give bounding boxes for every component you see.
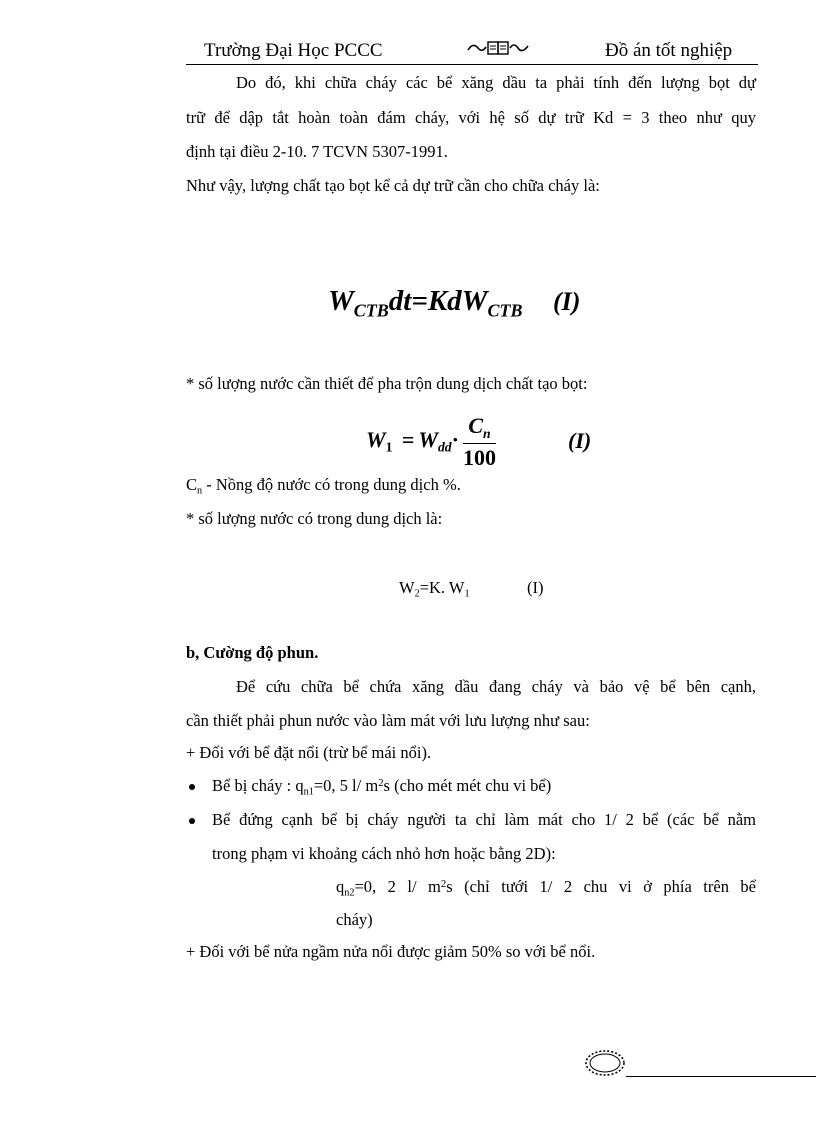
- q2-line-2: cháy): [336, 910, 373, 929]
- paragraph-1-line-2: trữ để dập tắt hoàn toàn đám cháy, với hệ số dự trữ Kd = 3 theo như quy: [186, 108, 756, 127]
- eq1-w: W: [328, 285, 354, 317]
- b1-text-b: =0, 5 l/ m: [313, 776, 379, 795]
- eq1-rhs: KdW: [427, 285, 488, 317]
- header-divider: [186, 64, 758, 65]
- b1-sub: n1: [303, 786, 314, 798]
- paragraph-3: * số lượng nước cần thiết để pha trộn dung dịch chất tạo bọt:: [186, 374, 588, 393]
- equation-3-label: (I): [527, 578, 544, 597]
- eq2-cn-sub: n: [483, 425, 491, 441]
- b1-sup: 2: [378, 777, 384, 790]
- eq2-equals: =: [401, 426, 415, 452]
- eq2-denominator: 100: [462, 444, 496, 470]
- eq3-w1-sub: 1: [464, 588, 470, 600]
- q2-line-1: [336, 877, 756, 899]
- eq2-fraction: [463, 413, 496, 471]
- equation-2-label: (I): [568, 428, 592, 453]
- b1-text-c: s (cho mét mét chu vi bể): [383, 776, 552, 795]
- equation-3: [399, 578, 470, 600]
- eq2-w1-sub: 1: [385, 439, 393, 455]
- eq1-dt: dt: [388, 285, 412, 317]
- eq2-wdd: W: [418, 426, 438, 452]
- header-school-name: Trường Đại Học PCCC: [204, 40, 383, 61]
- paragraph-8: + Đối với bể nửa ngầm nửa nổi được giảm 50% so với bể nổi.: [186, 942, 596, 961]
- cn-description: - Nồng độ nước có trong dung dịch %.: [202, 475, 461, 494]
- equation-1: [328, 285, 522, 321]
- q2-sup: 2: [440, 878, 447, 891]
- eq3-w2: W: [399, 578, 415, 597]
- q2-sub: n2: [344, 887, 355, 899]
- footer-divider: [626, 1076, 816, 1077]
- book-ornament-icon: [466, 38, 532, 63]
- paragraph-7: + Đối với bể đặt nổi (trừ bể mái nổi).: [186, 743, 432, 762]
- paragraph-2: Như vậy, lượng chất tạo bọt kể cả dự trữ cần cho chữa cháy là:: [186, 176, 600, 195]
- equation-1-label: (I): [553, 287, 581, 316]
- q2-text-b: =0, 2 l/ m: [354, 877, 441, 896]
- q2-text-a: q: [336, 877, 345, 896]
- eq2-wdd-sub: dd: [437, 439, 452, 455]
- bullet-item-2-line-2: trong phạm vi khoảng cách nhỏ hơn hoặc bằng 2D):: [212, 844, 556, 863]
- eq1-sub-ctb: CTB: [353, 300, 389, 321]
- bullet-item-2-line-1: Bể đứng cạnh bể bị cháy người ta chỉ làm mát cho 1/ 2 bể (các bể nằm: [212, 810, 756, 829]
- cn-subscript: n: [197, 485, 203, 497]
- b1-text-a: Bể bị cháy : q: [212, 776, 304, 795]
- equation-2: [366, 413, 496, 471]
- eq2-numerator: [463, 413, 496, 444]
- eq1-rhs-sub: CTB: [487, 300, 523, 321]
- header-doc-type: Đồ án tốt nghiệp: [605, 40, 733, 61]
- eq2-cn: C: [468, 413, 483, 438]
- eq3-w2-sub: 2: [414, 588, 420, 600]
- bullet-dot: [189, 784, 195, 790]
- paragraph-1-line-3: định tại điều 2-10. 7 TCVN 5307-1991.: [186, 142, 448, 161]
- bullet-dot: [189, 818, 195, 824]
- bullet-item-1: [212, 776, 551, 798]
- eq3-mid: =K. W: [419, 578, 465, 597]
- paragraph-1-line-1: Do đó, khi chữa cháy các bể xăng dầu ta phải tính đến lượng bọt dự: [236, 73, 756, 92]
- q2-text-c: s (chỉ tưới 1/ 2 chu vi ở phía trên bể: [446, 877, 756, 896]
- eq2-w1: W: [366, 426, 386, 452]
- paragraph-6-line-2: cần thiết phải phun nước vào làm mát với lưu lượng như sau:: [186, 711, 590, 730]
- wreath-ornament-icon: [582, 1047, 628, 1084]
- eq1-equals: =: [411, 285, 428, 317]
- paragraph-5: * số lượng nước có trong dung dịch là:: [186, 509, 443, 528]
- eq2-dot: ·: [451, 426, 459, 452]
- paragraph-4: [186, 475, 461, 497]
- paragraph-6-line-1: Để cứu chữa bể chứa xăng dầu đang cháy và bảo vệ bể bên cạnh,: [236, 677, 756, 696]
- section-heading-b: b, Cường độ phun.: [186, 643, 319, 662]
- cn-symbol: C: [186, 475, 198, 494]
